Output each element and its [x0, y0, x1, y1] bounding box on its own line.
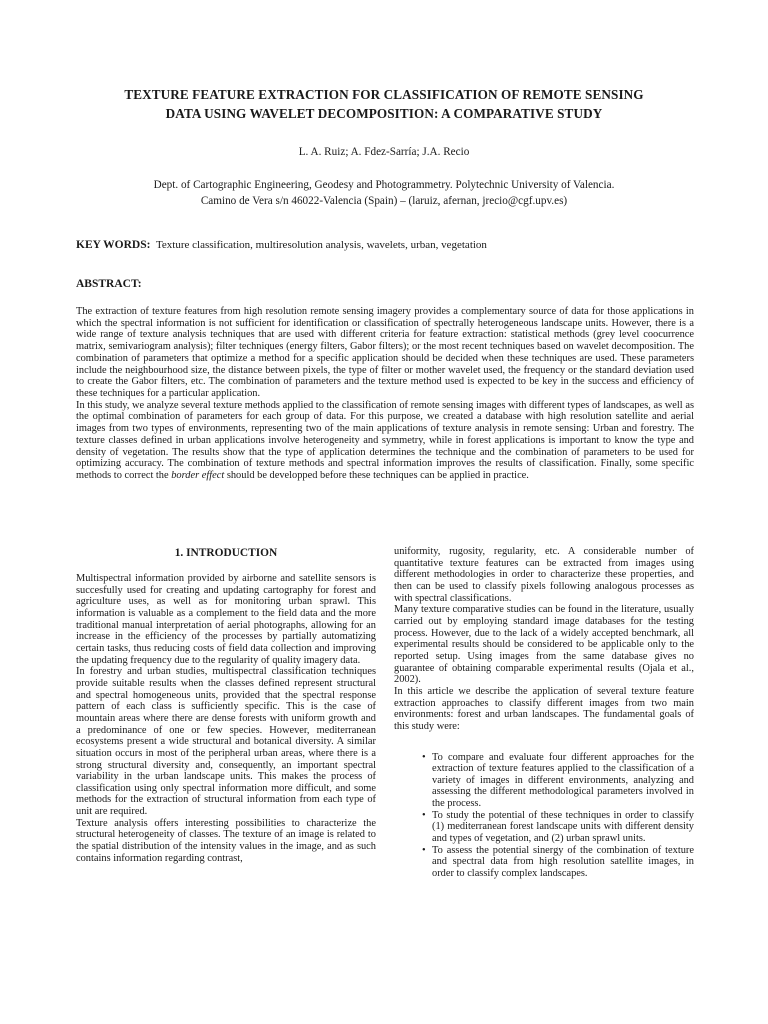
goal-text: To study the potential of these techniques in order to classify (1) mediterranean forest landscape units with different density and types of vegetation, and (2) urban sprawl units.	[432, 809, 694, 845]
abstract-body	[76, 306, 694, 482]
bullet-icon: •	[422, 809, 426, 821]
affiliation	[60, 178, 708, 209]
introduction-heading: 1. INTRODUCTION	[174, 547, 278, 559]
goal-text: To assess the potential sinergy of the combination of texture and spectral data from high resolution satellite images, in order to classify complex landscapes.	[432, 844, 694, 880]
abstract-p2-end: should be developped before these techniques can be applied in practice.	[224, 470, 529, 482]
intro-paragraph-5: Many texture comparative studies can be found in the literature, usually carried out by employing standard image databases for the testing process. However, due to the lack of a widely accepted benchmark, all experimental results should be considered to be applicable only to the reported setup. Using images from the same database gives no guarantee of obtaining comparable experimental results (Ojala et al., 2002).	[394, 604, 694, 686]
intro-paragraph-2: In forestry and urban studies, multispectral classification techniques provide suitable results when the classes defined represent structural and spectral homogeneous units, provided that the spectral response pattern of each class is sufficiently specific. This is the case of mountain areas where there are dense forests with uniform growth and a predominance of one or few species. However, mediterranean ecosystems present a wide structural and botanical diversity. A similar situation occurs in most of the peripheral urban areas, where there is a strong structural diversity and, consequently, an important spectral variability in the urban landscape units. This makes the process of classification using only spectral information more difficult, and some methods for the extraction of structural information from each type of unit are required.	[76, 666, 376, 818]
intro-paragraph-6: In this article we describe the application of several texture feature extraction approaches to classify different images from two main environments: forest and urban landscapes. The fundamental goals of this study were:	[394, 685, 694, 732]
goal-text: To compare and evaluate four different approaches for the extraction of texture features applied to the classification of a variety of images in different environments, analyzing and assessing the different methodological parameters involved in the process.	[432, 751, 694, 810]
keywords-label: KEY WORDS:	[76, 239, 151, 251]
intro-paragraph-3: Texture analysis offers interesting possibilities to characterize the structural heterogeneity of classes. The texture of an image is related to the spatial distribution of the intensity values in the image, and as such contains information regarding contrast,	[76, 817, 376, 864]
goals-list	[394, 752, 694, 880]
keywords	[76, 238, 696, 253]
abstract-p2-text: In this study, we analyze several texture methods applied to the classification of remote sensing images with different types of landscapes, as well as the optimal combination of parameters for each group of data. For this purpose, we created a database with high resolution satellite and aerial images from two types of environments, representing two of the main applications of texture analysis in remote sensing: Urban and forestry. The texture classes defined in urban applications involve heterogeneity and symmetry, while in forest applications is important to know the type and density of vegetation. The results show that the type of application determines the technique and the combination of parameters to be used for optimizing accuracy. The combination of texture methods and spectral information improves the results of classification. Finally, some specific methods to correct the	[76, 399, 694, 482]
abstract-paragraph-1: The extraction of texture features from high resolution remote sensing imagery provides a complementary source of data for those applications in which the spectral information is not sufficient for identification or classification of spectrally heterogeneous landscape units. However, there is a wide range of texture analysis techniques that are used with different criteria for feature extraction: statistical methods (grey level coocurrence matrix, semivariogram analysis); filter techniques (energy filters, Gabor filters); or the most recent techniques based on wavelet decomposition. The combination of parameters that optimize a method for a specific application should be decided when these techniques are used. These parameters include the neighbourhood size, the distance between pixels, the type of filter or mother wavelet used, the frequency or the standard deviation used to create the Gabor filters, etc. The combination of parameters and the texture method used is expected to be key in the success and efficiency of these techniques for a particular application.	[76, 306, 694, 400]
abstract-paragraph-2	[76, 400, 694, 482]
goal-item	[394, 752, 694, 810]
authors: L. A. Ruiz; A. Fdez-Sarría; J.A. Recio	[298, 146, 470, 158]
bullet-icon: •	[422, 844, 426, 856]
intro-paragraph-1: Multispectral information provided by airborne and satellite sensors is succesfully used for creating and updating cartography for forest and agriculture uses, as well as for monitoring urban sprawl. This information is valuable as a complement to the field data and the more traditional manual interpretation of aerial photographs, allowing for an increase in the efficiency of the processes by partially automatizing certain tasks, thus reducing costs of field data collection and improving the updating frequency due to the regularity of quality imagery data.	[76, 573, 376, 666]
title-line-1: TEXTURE FEATURE EXTRACTION FOR CLASSIFICATION OF REMOTE SENSING	[124, 87, 644, 102]
title-line-2: DATA USING WAVELET DECOMPOSITION: A COMPARATIVE STUDY	[165, 105, 603, 121]
keywords-text: Texture classification, multiresolution analysis, wavelets, urban, vegetation	[155, 239, 487, 251]
intro-paragraph-4: uniformity, rugosity, regularity, etc. A considerable number of quantitative texture features can be extracted from images using different methodologies in order to characterize these properties, and then can be used to classify pixels following analogous processes as with spectral classifications.	[394, 546, 694, 604]
abstract-p2-italic: border effect	[171, 470, 225, 482]
goal-item	[394, 810, 694, 845]
goal-item	[394, 845, 694, 880]
bullet-icon: •	[422, 751, 426, 763]
affiliation-line-1: Dept. of Cartographic Engineering, Geodesy and Photogrammetry. Polytechnic University of Valencia.	[153, 179, 615, 191]
right-column	[394, 546, 694, 880]
paper-title	[60, 86, 708, 123]
abstract-heading: ABSTRACT:	[76, 278, 142, 290]
affiliation-line-2: Camino de Vera s/n 46022-Valencia (Spain) – (laruiz, afernan, jrecio@cgf.upv.es)	[200, 194, 568, 207]
left-column	[76, 546, 376, 864]
